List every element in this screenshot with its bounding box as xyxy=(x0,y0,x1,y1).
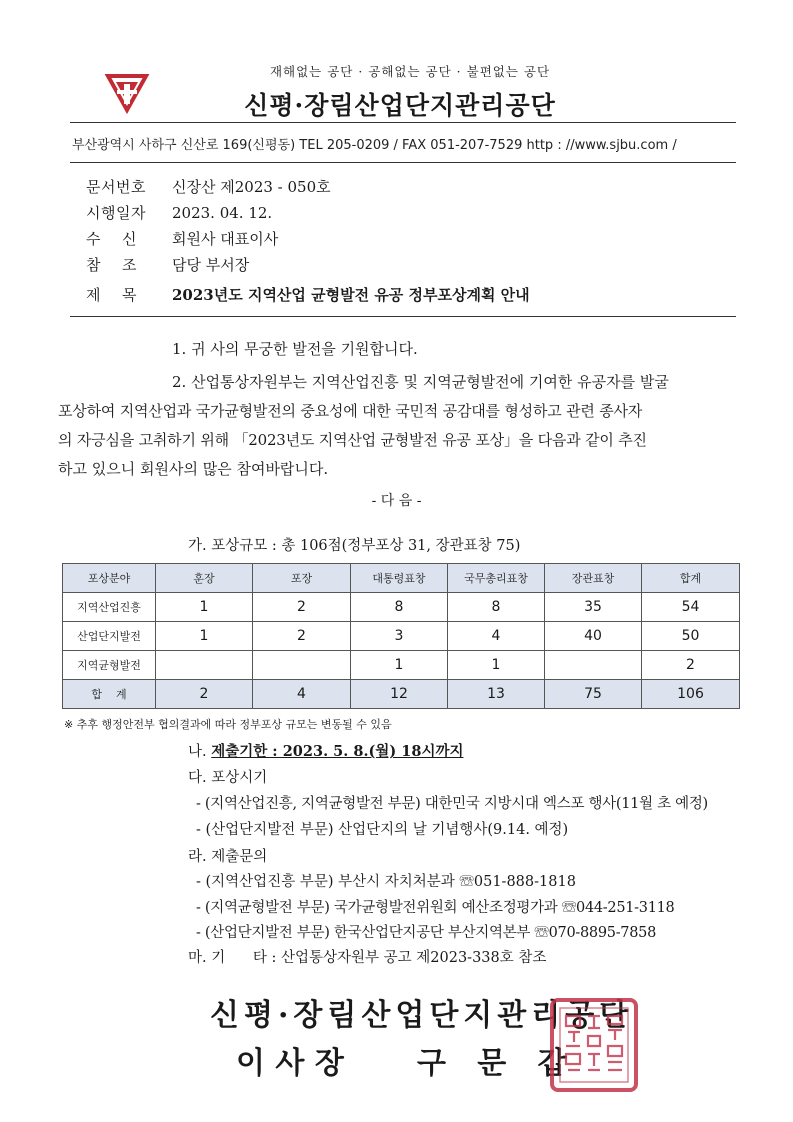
meta-recipient xyxy=(86,228,278,249)
meta-doc-number xyxy=(86,176,331,197)
signature-org: 신평·장림산업단지관리공단 xyxy=(210,998,634,1033)
timing-title: 다. 포상시기 xyxy=(188,770,268,786)
meta-divider xyxy=(70,316,736,317)
paragraph-2 xyxy=(58,368,734,484)
table-cell: 35 xyxy=(545,593,642,622)
deadline-item xyxy=(188,740,463,761)
table-cell: 2 xyxy=(253,622,351,651)
table-cell: 2 xyxy=(156,680,253,709)
table-cell xyxy=(545,651,642,680)
table-cell: 2 xyxy=(253,593,351,622)
meta-label: 문서번호 xyxy=(86,178,146,196)
table-cell: 50 xyxy=(642,622,740,651)
award-table xyxy=(62,563,740,709)
official-seal-icon xyxy=(548,996,640,1094)
timing-line: - (산업단지발전 부문) 산업단지의 날 기념행사(9.14. 예정) xyxy=(196,822,569,838)
table-cell: 106 xyxy=(642,680,740,709)
org-name: 신평·장림산업단지관리공단 xyxy=(244,91,556,120)
contact-line: - (지역균형발전 부문) 국가균형발전위원회 예산조정평가과 ☏044-251-3118 xyxy=(196,900,675,916)
table-cell: 1 xyxy=(448,651,545,680)
header-divider xyxy=(70,122,736,123)
meta-value: 신장산 제2023 - 050호 xyxy=(172,178,331,196)
column-header: 장관표창 xyxy=(545,564,642,593)
column-header: 국무총리표창 xyxy=(448,564,545,593)
table-cell: 3 xyxy=(351,622,448,651)
next-heading: - 다 음 - xyxy=(371,493,422,509)
table-cell: 13 xyxy=(448,680,545,709)
table-cell: 산업단지발전 xyxy=(63,622,156,651)
table-note: ※ 추후 행정안전부 협의결과에 따라 정부포상 규모는 변동될 수 있음 xyxy=(64,718,392,731)
table-row xyxy=(63,651,740,680)
column-header: 포상분야 xyxy=(63,564,156,593)
document-subject: 2023년도 지역산업 균형발전 유공 정부포상계획 안내 xyxy=(172,286,530,304)
column-header: 포장 xyxy=(253,564,351,593)
meta-date xyxy=(86,202,272,223)
paragraph-1: 1. 귀 사의 무궁한 발전을 기원합니다. xyxy=(172,340,418,358)
column-header: 대통령표창 xyxy=(351,564,448,593)
address-divider xyxy=(70,162,736,163)
paragraph-2-line: 포상하여 지역산업과 국가균형발전의 중요성에 대한 국민적 공감대를 형성하고 관련 종사자 xyxy=(58,402,643,420)
table-cell: 1 xyxy=(156,593,253,622)
table-cell: 12 xyxy=(351,680,448,709)
contact-line: - (지역산업진흥 부문) 부산시 자치처분과 ☏051-888-1818 xyxy=(196,874,576,890)
meta-value: 담당 부서장 xyxy=(172,256,250,274)
deadline-prefix: 나. xyxy=(188,744,212,760)
paragraph-2-line: 2. 산업통상자원부는 지역산업진흥 및 지역균형발전에 기여한 유공자를 발굴 xyxy=(172,373,669,391)
paragraph-2-line: 의 자긍심을 고취하기 위해 「2023년도 지역산업 균형발전 유공 포상」을 다음과 같이 추진 xyxy=(58,431,647,449)
meta-label: 제 목 xyxy=(86,286,138,304)
timing-line: - (지역산업진흥, 지역균형발전 부문) 대한민국 지방시대 엑스포 행사(11월 초 예정) xyxy=(196,796,708,812)
signature-title: 이 사 장 구 문 갑 xyxy=(236,1046,567,1081)
table-cell: 합 계 xyxy=(63,680,156,709)
meta-value: 2023. 04. 12. xyxy=(172,204,273,222)
paragraph-2-line: 하고 있으니 회원사의 많은 참여바랍니다. xyxy=(58,460,329,478)
meta-label: 수 신 xyxy=(86,230,138,248)
contact-line: - (산업단지발전 부문) 한국산업단지공단 부산지역본부 ☏070-8895-7858 xyxy=(196,925,656,941)
table-cell: 54 xyxy=(642,593,740,622)
deadline-text: 제출기한 : 2023. 5. 8.(월) 18시까지 xyxy=(211,743,464,760)
table-cell xyxy=(156,651,253,680)
meta-label: 참 조 xyxy=(86,256,138,274)
meta-reference xyxy=(86,254,249,275)
meta-label: 시행일자 xyxy=(86,204,146,222)
table-cell xyxy=(253,651,351,680)
table-header-row xyxy=(63,564,740,593)
org-logo-icon xyxy=(104,68,150,114)
contact-title: 라. 제출문의 xyxy=(188,849,268,865)
table-cell: 8 xyxy=(448,593,545,622)
table-cell: 1 xyxy=(156,622,253,651)
award-scale-heading: 가. 포상규모 : 총 106점(정부포상 31, 장관표창 75) xyxy=(188,538,521,554)
table-cell: 4 xyxy=(253,680,351,709)
table-cell: 지역균형발전 xyxy=(63,651,156,680)
table-cell: 2 xyxy=(642,651,740,680)
org-address: 부산광역시 사하구 신산로 169(신평동) TEL 205-0209 / FAX 051-207-7529 http : //www.sjbu.com / xyxy=(72,138,677,153)
table-total-row xyxy=(63,680,740,709)
table-cell: 75 xyxy=(545,680,642,709)
table-row xyxy=(63,622,740,651)
table-cell: 1 xyxy=(351,651,448,680)
meta-subject xyxy=(86,284,530,305)
slogan: 재해없는 공단 · 공해없는 공단 · 불편없는 공단 xyxy=(269,64,551,79)
etc-item: 마. 기 타 : 산업통상자원부 공고 제2023-338호 참조 xyxy=(188,950,547,966)
table-cell: 지역산업진흥 xyxy=(63,593,156,622)
table-cell: 4 xyxy=(448,622,545,651)
table-row xyxy=(63,593,740,622)
meta-value: 회원사 대표이사 xyxy=(172,230,279,248)
column-header: 훈장 xyxy=(156,564,253,593)
column-header: 합계 xyxy=(642,564,740,593)
table-cell: 8 xyxy=(351,593,448,622)
table-cell: 40 xyxy=(545,622,642,651)
